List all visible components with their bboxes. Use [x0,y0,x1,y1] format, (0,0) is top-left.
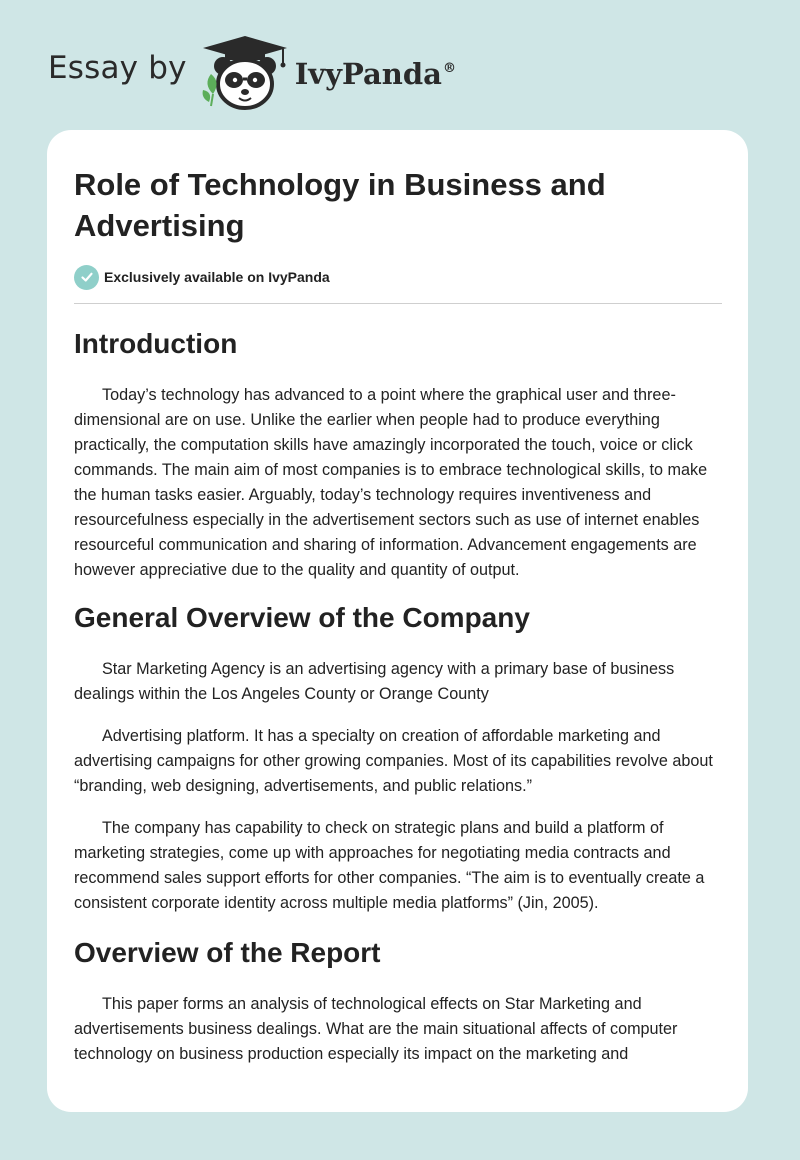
paragraph: The company has capability to check on strategic plans and build a platform of marketing strategies, come up with approaches for negotiating media contracts and recommend sales support efforts for other companies. “The aim is to eventually create a consistent corporate identity across multiple media platforms” (Jin, 2005). [74,819,705,912]
exclusive-badge [74,264,722,290]
paragraph: Star Marketing Agency is an advertising agency with a primary base of business dealings within the Los Angeles County or Orange County [74,660,675,703]
paragraph: This paper forms an analysis of technological effects on Star Marketing and advertisements business dealings. What are the main situational affects of computer technology on business production especially its impact on the marketing and [74,995,678,1063]
essay-by-label: Essay by [48,50,187,86]
paragraph: Advertising platform. It has a specialty on creation of affordable marketing and advertising campaigns for other growing companies. Most of its capabilities revolve about “branding, web designing, advertisements, and public relations.” [74,727,713,795]
page-title: Role of Technology in Business and Advertising [74,167,606,243]
badge-label: Exclusively available on IvyPanda [104,269,330,285]
panda-graduate-icon[interactable] [199,32,291,112]
brand-logo-text[interactable]: IvyPanda® [294,57,456,91]
site-header [48,32,456,112]
check-icon [74,265,99,290]
divider [74,303,722,304]
section-heading-introduction: Introduction [74,328,238,359]
section-heading-company-overview: General Overview of the Company [74,602,530,633]
essay-card [47,130,748,1112]
paragraph: Today’s technology has advanced to a point where the graphical user and three-dimensional are on use. Unlike the earlier when people had to produce everything practically, the computation skills have amazingly incorporated the touch, voice or click commands. The main aim of most companies is to embrace technological skills, to make the human tasks easier. Arguably, today’s technology requires inventiveness and resourcefulness especially in the advertisement sectors such as use of internet enables resourceful communication and sharing of information. Advancement engagements are however appreciative due to the quality and quantity of output. [74,386,708,579]
section-heading-report-overview: Overview of the Report [74,937,381,968]
